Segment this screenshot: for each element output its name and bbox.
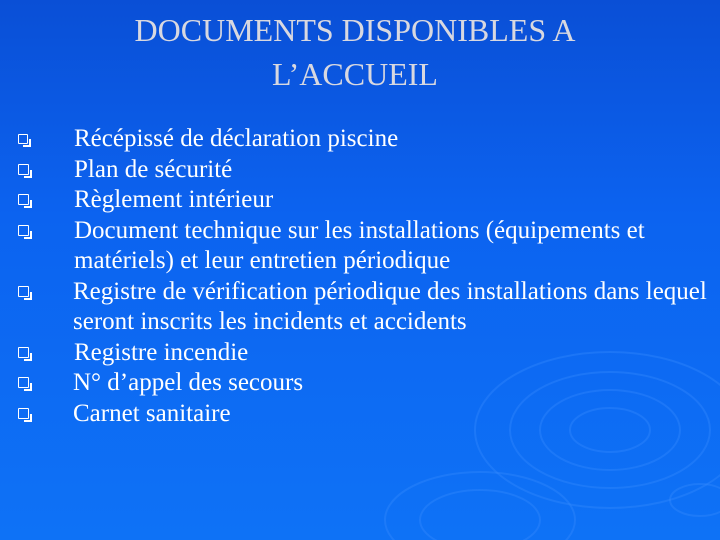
document-list (18, 124, 708, 429)
checkbox-bullet-icon (18, 377, 29, 388)
title-line-1: DOCUMENTS DISPONIBLES A (134, 12, 576, 48)
checkbox-bullet-icon (18, 164, 29, 175)
list-item (18, 216, 708, 277)
list-item-text: N° d’appel des secours (73, 369, 304, 396)
list-item-text: Registre incendie (74, 338, 249, 366)
list-item-text: Récépissé de déclaration piscine (74, 125, 399, 152)
checkbox-bullet-icon (18, 286, 29, 297)
checkbox-bullet-icon (18, 225, 29, 236)
checkbox-bullet-icon (18, 347, 29, 358)
list-item (18, 399, 708, 430)
list-item-text: Registre de vérification périodique des installations dans lequel seront inscrits les incidents et accidents (73, 277, 707, 335)
list-item (18, 277, 708, 338)
list-item-text: Carnet sanitaire (73, 399, 231, 427)
list-item (18, 338, 708, 369)
list-item (18, 185, 708, 216)
list-item (18, 368, 708, 399)
title-line-2: L’ACCUEIL (272, 56, 438, 92)
list-item-text: Règlement intérieur (74, 186, 274, 213)
page-title (0, 8, 710, 96)
checkbox-bullet-icon (18, 134, 28, 144)
list-item-text: Plan de sécurité (74, 155, 233, 183)
list-item (18, 124, 708, 155)
list-item-text: Document technique sur les installations (équipements et matériels) et leur entretien périodique (74, 216, 645, 274)
checkbox-bullet-icon (18, 194, 29, 205)
list-item (18, 155, 708, 186)
checkbox-bullet-icon (18, 408, 29, 419)
